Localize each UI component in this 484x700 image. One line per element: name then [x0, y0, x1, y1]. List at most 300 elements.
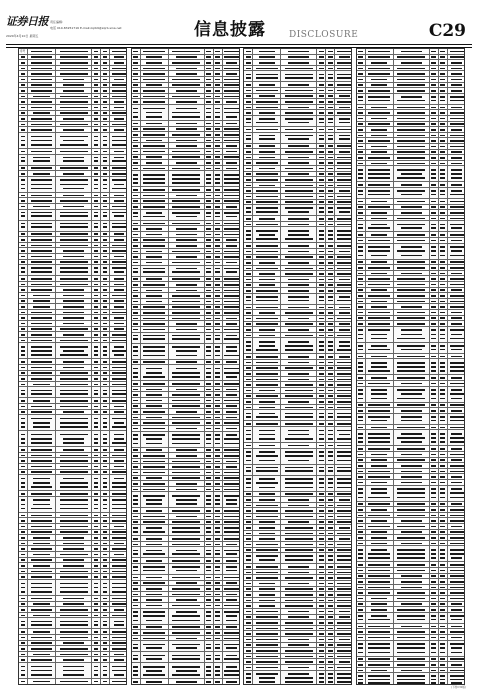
fine-print-text: [450, 224, 464, 226]
fine-print-text: [146, 681, 162, 683]
table-cell: [28, 155, 56, 165]
fine-print-text: [21, 571, 26, 573]
fine-print-text: [259, 145, 275, 147]
table-cell: [214, 630, 223, 635]
table-cell: [326, 570, 335, 575]
table-cell: [357, 463, 366, 468]
fine-print-text: [319, 401, 324, 403]
fine-print-text: [94, 350, 99, 352]
fine-print-text: [114, 256, 125, 258]
fine-print-text: [33, 206, 49, 208]
fine-print-text: [176, 368, 197, 370]
fine-print-text: [63, 642, 84, 644]
fine-print-text: [259, 112, 275, 114]
table-cell: [253, 354, 281, 359]
table-cell: [357, 55, 366, 60]
fine-print-text: [401, 96, 422, 98]
fine-print-text: [21, 422, 26, 424]
table-cell: [169, 365, 205, 380]
fine-print-text: [112, 206, 126, 208]
fine-print-text: [146, 449, 162, 451]
fine-print-text: [285, 538, 313, 540]
fine-print-text: [451, 129, 462, 131]
fine-print-text: [21, 129, 26, 131]
table-cell: [357, 144, 366, 149]
fine-print-text: [31, 670, 53, 672]
table-cell: [317, 377, 326, 382]
table-cell: [281, 55, 317, 60]
table-cell: [28, 299, 56, 304]
table-cell: [335, 592, 352, 597]
fine-print-text: [451, 73, 462, 75]
table-cell: [56, 580, 92, 595]
fine-print-text: [319, 628, 324, 630]
table-cell: [169, 597, 205, 602]
fine-print-text: [246, 367, 251, 369]
table-cell: [141, 204, 169, 209]
fine-print-text: [176, 489, 197, 491]
fine-print-text: [431, 184, 436, 186]
table-cell: [132, 305, 141, 310]
table-cell: [439, 49, 448, 54]
table-cell: [169, 187, 205, 192]
fine-print-text: [224, 638, 238, 640]
fine-print-text: [431, 194, 436, 196]
table-row: [19, 387, 127, 398]
fine-print-text: [288, 566, 309, 568]
table-cell: [56, 475, 92, 490]
table-cell: [19, 343, 28, 358]
fine-print-text: [368, 177, 390, 179]
fine-print-text: [21, 346, 26, 348]
fine-print-text: [450, 261, 464, 263]
table-cell: [366, 486, 394, 501]
fine-print-text: [285, 455, 313, 457]
fine-print-text: [31, 79, 53, 81]
table-cell: [223, 487, 240, 492]
fine-print-text: [60, 179, 88, 181]
table-cell: [253, 520, 281, 525]
fine-print-text: [368, 267, 390, 269]
fine-print-text: [246, 122, 251, 124]
table-cell: [439, 88, 448, 93]
fine-print-text: [103, 372, 108, 374]
fine-print-text: [450, 427, 464, 429]
table-cell: [439, 166, 448, 181]
table-cell: [357, 77, 366, 82]
table-cell: [110, 546, 127, 551]
fine-print-text: [94, 245, 99, 247]
fine-print-text: [60, 107, 88, 109]
fine-print-text: [215, 560, 220, 562]
table-cell: [205, 525, 214, 535]
fine-print-text: [226, 615, 237, 617]
table-cell: [205, 459, 214, 464]
fine-print-text: [103, 515, 108, 517]
table-cell: [448, 458, 465, 463]
table-cell: [205, 88, 214, 93]
fine-print-text: [256, 107, 278, 109]
table-cell: [317, 160, 326, 165]
table-cell: [394, 260, 430, 265]
fine-print-text: [246, 329, 251, 331]
table-cell: [448, 60, 465, 65]
fine-print-text: [259, 487, 275, 489]
fine-print-text: [112, 670, 126, 672]
table-cell: [317, 671, 326, 685]
fine-print-text: [176, 56, 197, 58]
fine-print-text: [337, 300, 351, 302]
fine-print-text: [401, 329, 422, 331]
fine-print-text: [215, 338, 220, 340]
table-cell: [110, 310, 127, 315]
fine-print-text: [339, 56, 350, 58]
fine-print-text: [60, 51, 88, 53]
table-cell: [253, 294, 281, 304]
table-cell: [223, 305, 240, 310]
table-cell: [19, 155, 28, 165]
table-cell: [281, 564, 317, 569]
fine-print-text: [285, 451, 313, 453]
fine-print-text: [319, 118, 324, 120]
table-cell: [205, 66, 214, 71]
table-cell: [223, 481, 240, 486]
fine-print-text: [226, 73, 237, 75]
table-cell: [19, 116, 28, 121]
fine-print-text: [21, 101, 26, 103]
fine-print-text: [133, 151, 138, 153]
fine-print-text: [103, 390, 108, 392]
table-cell: [56, 293, 92, 298]
fine-print-text: [337, 478, 351, 480]
table-cell: [28, 464, 56, 469]
fine-print-text: [94, 598, 99, 600]
table-cell: [253, 316, 281, 321]
table-cell: [56, 552, 92, 557]
table-cell: [326, 188, 335, 193]
table-cell: [317, 155, 326, 160]
fine-print-text: [358, 459, 363, 461]
fine-print-text: [451, 410, 462, 412]
fine-print-text: [215, 195, 220, 197]
table-cell: [253, 648, 281, 653]
table-cell: [335, 216, 352, 221]
table-cell: [430, 155, 439, 160]
fine-print-text: [63, 157, 84, 159]
fine-print-text: [21, 499, 26, 501]
table-cell: [28, 204, 56, 209]
table-cell: [110, 563, 127, 568]
fine-print-text: [143, 455, 165, 457]
fine-print-text: [368, 497, 390, 499]
table-cell: [205, 381, 214, 386]
table-cell: [223, 609, 240, 624]
table-cell: [56, 287, 92, 292]
table-cell: [366, 446, 394, 451]
fine-print-text: [21, 609, 26, 611]
table-cell: [101, 310, 110, 315]
fine-print-text: [21, 442, 26, 444]
fine-print-text: [172, 189, 200, 191]
fine-print-text: [371, 454, 387, 456]
fine-print-text: [259, 401, 275, 403]
table-cell: [141, 94, 169, 99]
table-cell: [439, 304, 448, 309]
fine-print-text: [31, 84, 53, 86]
fine-print-text: [224, 268, 238, 270]
fine-print-text: [206, 570, 211, 572]
table-cell: [317, 587, 326, 592]
fine-print-text: [288, 430, 309, 432]
fine-print-text: [451, 190, 462, 192]
fine-print-text: [63, 674, 84, 676]
table-cell: [326, 49, 335, 54]
table-cell: [326, 360, 335, 365]
table-row: [132, 344, 240, 360]
fine-print-text: [328, 84, 333, 86]
fine-print-text: [440, 492, 445, 494]
table-cell: [223, 365, 240, 380]
table-cell: [169, 149, 205, 154]
fine-print-text: [133, 638, 138, 640]
fine-print-text: [206, 262, 211, 264]
fine-print-text: [103, 543, 108, 545]
table-cell: [132, 71, 141, 76]
table-row: [244, 553, 352, 564]
fine-print-text: [206, 376, 211, 378]
fine-print-text: [31, 460, 53, 462]
table-cell: [335, 227, 352, 242]
table-cell: [326, 249, 335, 254]
table-cell: [244, 449, 253, 464]
table-cell: [223, 542, 240, 547]
table-cell: [253, 620, 281, 625]
fine-print-text: [206, 417, 211, 419]
fine-print-text: [224, 489, 238, 491]
fine-print-text: [256, 566, 278, 568]
fine-print-text: [319, 341, 324, 343]
fine-print-text: [33, 478, 49, 480]
table-cell: [317, 575, 326, 580]
fine-print-text: [285, 555, 313, 557]
table-cell: [357, 122, 366, 127]
table-cell: [205, 581, 214, 586]
fine-print-text: [215, 206, 220, 208]
fine-print-text: [401, 465, 422, 467]
fine-print-text: [319, 157, 324, 159]
fine-print-text: [172, 383, 200, 385]
table-cell: [244, 564, 253, 569]
table-cell: [101, 111, 110, 116]
table-cell: [335, 665, 352, 670]
table-cell: [28, 663, 56, 678]
fine-print-text: [31, 140, 53, 142]
fine-print-text: [246, 356, 251, 358]
fine-print-text: [215, 306, 220, 308]
table-cell: [101, 596, 110, 601]
table-cell: [214, 83, 223, 88]
fine-print-text: [259, 538, 275, 540]
table-cell: [244, 671, 253, 685]
fine-print-text: [206, 335, 211, 337]
table-cell: [281, 626, 317, 631]
table-cell: [101, 453, 110, 458]
table-cell: [244, 626, 253, 631]
table-cell: [366, 105, 394, 110]
table-cell: [281, 637, 317, 642]
fine-print-text: [440, 437, 445, 439]
fine-print-text: [337, 145, 351, 147]
fine-print-text: [319, 122, 324, 124]
fine-print-text: [206, 278, 211, 280]
table-cell: [335, 354, 352, 359]
table-cell: [56, 415, 92, 430]
table-cell: [326, 155, 335, 160]
table-cell: [281, 149, 317, 154]
fine-print-text: [319, 284, 324, 286]
fine-print-text: [94, 486, 99, 488]
fine-print-text: [146, 295, 162, 297]
fine-print-text: [246, 681, 251, 683]
table-cell: [101, 99, 110, 104]
table-cell: [317, 443, 326, 448]
fine-print-text: [60, 271, 88, 273]
fine-print-text: [226, 594, 237, 596]
table-cell: [253, 310, 281, 315]
table-cell: [101, 382, 110, 387]
fine-print-text: [450, 201, 464, 203]
table-cell: [92, 475, 101, 490]
fine-print-text: [285, 487, 313, 489]
table-cell: [214, 310, 223, 315]
fine-print-text: [226, 376, 237, 378]
fine-print-text: [114, 184, 125, 186]
table-cell: [317, 271, 326, 276]
table-cell: [439, 116, 448, 121]
fine-print-text: [112, 400, 126, 402]
table-cell: [169, 282, 205, 287]
table-cell: [141, 327, 169, 332]
fine-print-text: [60, 73, 88, 75]
fine-print-text: [450, 267, 464, 269]
table-cell: [110, 652, 127, 657]
fine-print-text: [259, 262, 275, 264]
table-cell: [92, 310, 101, 315]
table-cell: [110, 530, 127, 535]
fine-print-text: [31, 73, 53, 75]
fine-print-text: [328, 566, 333, 568]
fine-print-text: [31, 317, 53, 319]
fine-print-text: [206, 178, 211, 180]
fine-print-text: [319, 460, 324, 462]
fine-print-text: [440, 90, 445, 92]
fine-print-text: [401, 206, 422, 208]
table-cell: [253, 216, 281, 221]
fine-print-text: [226, 361, 237, 363]
fine-print-text: [368, 404, 390, 406]
fine-print-text: [143, 472, 165, 474]
table-cell: [430, 316, 439, 321]
table-cell: [132, 365, 141, 380]
fine-print-text: [259, 594, 275, 596]
fine-print-text: [339, 118, 350, 120]
table-cell: [92, 613, 101, 618]
fine-print-text: [368, 437, 390, 439]
fine-print-text: [358, 177, 363, 179]
fine-print-text: [94, 478, 99, 480]
fine-print-text: [103, 167, 108, 169]
table-cell: [205, 514, 214, 519]
fine-print-text: [288, 318, 309, 320]
fine-print-text: [103, 112, 108, 114]
table-cell: [28, 558, 56, 563]
table-cell: [430, 469, 439, 474]
fine-print-text: [143, 68, 165, 70]
fine-print-text: [94, 346, 99, 348]
fine-print-text: [31, 151, 53, 153]
fine-print-text: [133, 271, 138, 273]
table-cell: [132, 238, 141, 243]
fine-print-text: [31, 56, 53, 58]
fine-print-text: [397, 68, 425, 70]
fine-print-text: [337, 482, 351, 484]
fine-print-text: [94, 129, 99, 131]
fine-print-text: [21, 289, 26, 291]
fine-print-text: [397, 389, 425, 391]
table-cell: [335, 394, 352, 399]
table-cell: [92, 55, 101, 60]
fine-print-text: [337, 157, 351, 159]
table-cell: [19, 580, 28, 595]
fine-print-text: [431, 234, 436, 236]
fine-print-text: [112, 666, 126, 668]
fine-print-text: [133, 495, 138, 497]
fine-print-text: [337, 362, 351, 364]
table-cell: [223, 547, 240, 557]
fine-print-text: [112, 340, 126, 342]
fine-print-text: [112, 367, 126, 369]
table-cell: [244, 55, 253, 60]
fine-print-text: [63, 79, 84, 81]
fine-print-text: [246, 478, 251, 480]
fine-print-text: [328, 605, 333, 607]
fine-print-text: [431, 427, 436, 429]
table-cell: [28, 122, 56, 127]
fine-print-text: [440, 383, 445, 385]
table-cell: [132, 547, 141, 557]
table-cell: [448, 502, 465, 507]
fine-print-text: [21, 372, 26, 374]
fine-print-text: [285, 196, 313, 198]
table-cell: [205, 199, 214, 204]
fine-print-text: [259, 559, 275, 561]
table-cell: [439, 205, 448, 210]
table-cell: [357, 403, 366, 408]
fine-print-text: [431, 246, 436, 248]
table-cell: [141, 492, 169, 507]
table-cell: [366, 166, 394, 181]
table-cell: [439, 127, 448, 132]
table-cell: [253, 260, 281, 265]
table-cell: [205, 365, 214, 380]
fine-print-text: [215, 174, 220, 176]
table-cell: [19, 111, 28, 116]
fine-print-text: [319, 538, 324, 540]
fine-print-text: [337, 493, 351, 495]
table-cell: [132, 487, 141, 492]
table-cell: [394, 387, 430, 402]
fine-print-text: [319, 224, 324, 226]
